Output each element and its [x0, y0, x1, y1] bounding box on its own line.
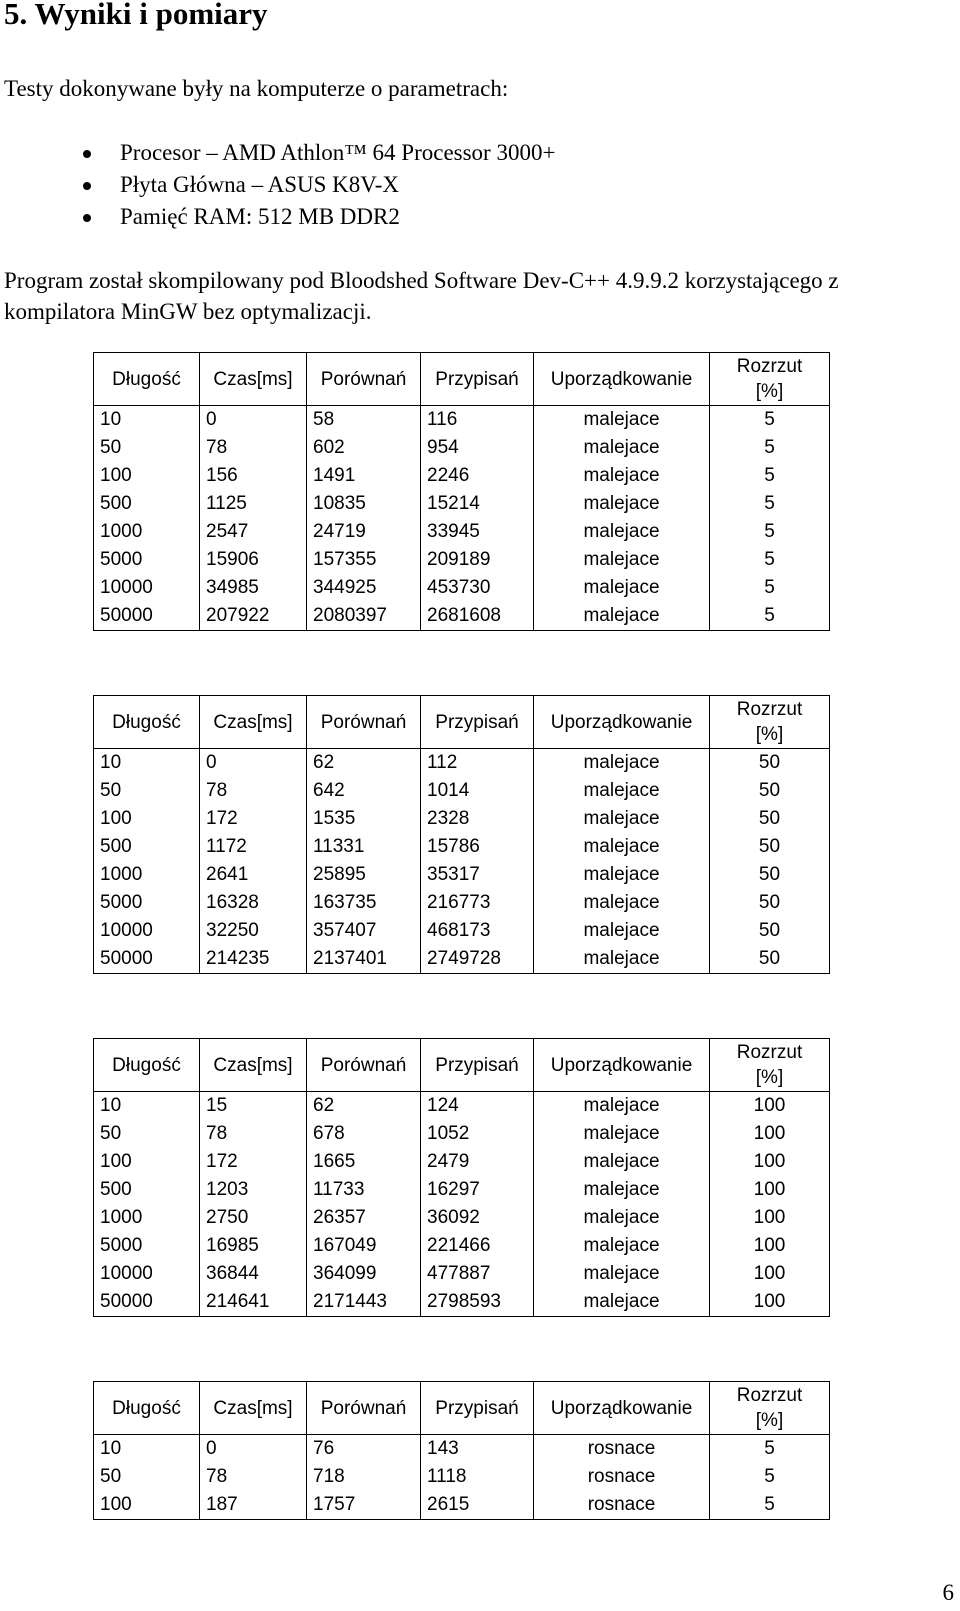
page-heading: 5. Wyniki i pomiary [4, 0, 268, 31]
column-header: Długość [94, 696, 200, 749]
table-row [94, 805, 830, 833]
spread-cell: 5 [710, 574, 830, 602]
order-cell: malejace [534, 518, 710, 546]
assignments-cell: 112 [421, 749, 534, 778]
spread-cell: 50 [710, 917, 830, 945]
time-cell: 1125 [200, 490, 307, 518]
spec-text: Pamięć RAM: 512 MB DDR2 [120, 204, 400, 229]
spread-cell: 5 [710, 490, 830, 518]
order-cell: rosnace [534, 1491, 710, 1520]
time-cell: 1203 [200, 1176, 307, 1204]
spread-cell: 5 [710, 1435, 830, 1464]
column-header: Rozrzut [%] [710, 696, 830, 749]
order-cell: malejace [534, 546, 710, 574]
spread-cell: 5 [710, 602, 830, 631]
time-cell: 78 [200, 434, 307, 462]
spread-cell: 50 [710, 777, 830, 805]
time-cell: 0 [200, 1435, 307, 1464]
assignments-cell: 2681608 [421, 602, 534, 631]
column-header: Przypisań [421, 1382, 534, 1435]
table-header-row [94, 353, 830, 406]
time-cell: 36844 [200, 1260, 307, 1288]
assignments-cell: 1014 [421, 777, 534, 805]
hardware-spec-list [78, 137, 555, 233]
order-cell: malejace [534, 889, 710, 917]
comparisons-cell: 1535 [307, 805, 421, 833]
assignments-cell: 1118 [421, 1463, 534, 1491]
table-row [94, 889, 830, 917]
bullet-icon [83, 182, 91, 190]
length-cell: 500 [94, 1176, 200, 1204]
time-cell: 15 [200, 1092, 307, 1121]
spread-cell: 5 [710, 518, 830, 546]
spread-cell: 100 [710, 1148, 830, 1176]
length-cell: 50000 [94, 602, 200, 631]
time-cell: 172 [200, 1148, 307, 1176]
column-header: Czas[ms] [200, 353, 307, 406]
assignments-cell: 143 [421, 1435, 534, 1464]
comparisons-cell: 2080397 [307, 602, 421, 631]
time-cell: 187 [200, 1491, 307, 1520]
length-cell: 100 [94, 805, 200, 833]
compiler-text: Program został skompilowany pod Bloodshed Software Dev-C++ 4.9.9.2 korzystającego z kompilatora MinGW bez optymalizacji. [4, 268, 839, 324]
order-cell: malejace [534, 945, 710, 974]
table-row [94, 1260, 830, 1288]
length-cell: 10 [94, 406, 200, 435]
comparisons-cell: 76 [307, 1435, 421, 1464]
spread-cell: 50 [710, 833, 830, 861]
time-cell: 16328 [200, 889, 307, 917]
column-header: Długość [94, 353, 200, 406]
assignments-cell: 33945 [421, 518, 534, 546]
column-header: Rozrzut [%] [710, 353, 830, 406]
assignments-cell: 16297 [421, 1176, 534, 1204]
spread-cell: 100 [710, 1092, 830, 1121]
bullet-icon [83, 150, 91, 158]
order-cell: malejace [534, 749, 710, 778]
spread-cell: 5 [710, 546, 830, 574]
table-row [94, 777, 830, 805]
column-header: Długość [94, 1382, 200, 1435]
table-row [94, 518, 830, 546]
time-cell: 0 [200, 749, 307, 778]
column-header: Czas[ms] [200, 696, 307, 749]
table-row [94, 1463, 830, 1491]
spread-cell: 5 [710, 434, 830, 462]
time-cell: 214641 [200, 1288, 307, 1317]
time-cell: 2750 [200, 1204, 307, 1232]
column-header: Czas[ms] [200, 1039, 307, 1092]
assignments-cell: 2798593 [421, 1288, 534, 1317]
table-row [94, 490, 830, 518]
length-cell: 50 [94, 777, 200, 805]
table-row [94, 574, 830, 602]
assignments-cell: 2246 [421, 462, 534, 490]
assignments-cell: 15214 [421, 490, 534, 518]
order-cell: malejace [534, 1232, 710, 1260]
column-header: Porównań [307, 353, 421, 406]
length-cell: 10 [94, 749, 200, 778]
comparisons-cell: 25895 [307, 861, 421, 889]
bullet-icon [83, 214, 91, 222]
spread-cell: 50 [710, 889, 830, 917]
order-cell: malejace [534, 1148, 710, 1176]
length-cell: 100 [94, 1148, 200, 1176]
table-row [94, 602, 830, 631]
spec-item [78, 169, 555, 201]
table-row [94, 1435, 830, 1464]
table-header-row [94, 696, 830, 749]
comparisons-cell: 678 [307, 1120, 421, 1148]
time-cell: 15906 [200, 546, 307, 574]
order-cell: malejace [534, 917, 710, 945]
order-cell: malejace [534, 861, 710, 889]
order-cell: malejace [534, 1092, 710, 1121]
spread-cell: 100 [710, 1120, 830, 1148]
length-cell: 5000 [94, 889, 200, 917]
time-cell: 32250 [200, 917, 307, 945]
time-cell: 78 [200, 1120, 307, 1148]
order-cell: malejace [534, 1204, 710, 1232]
comparisons-cell: 344925 [307, 574, 421, 602]
assignments-cell: 35317 [421, 861, 534, 889]
spread-cell: 5 [710, 1463, 830, 1491]
comparisons-cell: 62 [307, 749, 421, 778]
table-row [94, 1120, 830, 1148]
length-cell: 1000 [94, 861, 200, 889]
results-table-1 [93, 352, 830, 631]
comparisons-cell: 163735 [307, 889, 421, 917]
length-cell: 5000 [94, 1232, 200, 1260]
table-row [94, 833, 830, 861]
time-cell: 78 [200, 777, 307, 805]
time-cell: 214235 [200, 945, 307, 974]
comparisons-cell: 1491 [307, 462, 421, 490]
table-row [94, 546, 830, 574]
table-row [94, 1176, 830, 1204]
time-cell: 34985 [200, 574, 307, 602]
order-cell: malejace [534, 1260, 710, 1288]
length-cell: 100 [94, 462, 200, 490]
comparisons-cell: 718 [307, 1463, 421, 1491]
assignments-cell: 2615 [421, 1491, 534, 1520]
table-row [94, 1204, 830, 1232]
column-header: Uporządkowanie [534, 1382, 710, 1435]
spec-text: Płyta Główna – ASUS K8V-X [120, 172, 400, 197]
comparisons-cell: 24719 [307, 518, 421, 546]
length-cell: 5000 [94, 546, 200, 574]
table-row [94, 1232, 830, 1260]
assignments-cell: 15786 [421, 833, 534, 861]
comparisons-cell: 2137401 [307, 945, 421, 974]
time-cell: 2547 [200, 518, 307, 546]
comparisons-cell: 1757 [307, 1491, 421, 1520]
length-cell: 500 [94, 490, 200, 518]
length-cell: 100 [94, 1491, 200, 1520]
column-header: Uporządkowanie [534, 696, 710, 749]
order-cell: rosnace [534, 1435, 710, 1464]
table-row [94, 1491, 830, 1520]
time-cell: 16985 [200, 1232, 307, 1260]
column-header: Porównań [307, 696, 421, 749]
comparisons-cell: 62 [307, 1092, 421, 1121]
column-header: Porównań [307, 1382, 421, 1435]
spec-item [78, 201, 555, 233]
comparisons-cell: 2171443 [307, 1288, 421, 1317]
spec-text: Procesor – AMD Athlon™ 64 Processor 3000+ [120, 140, 556, 165]
spread-cell: 5 [710, 462, 830, 490]
spread-cell: 100 [710, 1204, 830, 1232]
table-row [94, 1092, 830, 1121]
column-header: Przypisań [421, 353, 534, 406]
length-cell: 50000 [94, 1288, 200, 1317]
length-cell: 10000 [94, 917, 200, 945]
order-cell: malejace [534, 777, 710, 805]
assignments-cell: 2749728 [421, 945, 534, 974]
time-cell: 156 [200, 462, 307, 490]
assignments-cell: 1052 [421, 1120, 534, 1148]
column-header: Przypisań [421, 696, 534, 749]
time-cell: 0 [200, 406, 307, 435]
spec-item [78, 137, 555, 169]
spread-cell: 50 [710, 861, 830, 889]
spread-cell: 50 [710, 749, 830, 778]
results-table-4 [93, 1381, 830, 1520]
order-cell: malejace [534, 602, 710, 631]
comparisons-cell: 11733 [307, 1176, 421, 1204]
column-header: Uporządkowanie [534, 353, 710, 406]
time-cell: 78 [200, 1463, 307, 1491]
assignments-cell: 954 [421, 434, 534, 462]
order-cell: malejace [534, 1288, 710, 1317]
spread-cell: 100 [710, 1288, 830, 1317]
length-cell: 10000 [94, 574, 200, 602]
table-row [94, 434, 830, 462]
order-cell: rosnace [534, 1463, 710, 1491]
comparisons-cell: 58 [307, 406, 421, 435]
order-cell: malejace [534, 490, 710, 518]
length-cell: 50 [94, 434, 200, 462]
length-cell: 50 [94, 1463, 200, 1491]
table-row [94, 1148, 830, 1176]
comparisons-cell: 642 [307, 777, 421, 805]
time-cell: 207922 [200, 602, 307, 631]
comparisons-cell: 157355 [307, 546, 421, 574]
spread-cell: 100 [710, 1232, 830, 1260]
assignments-cell: 2328 [421, 805, 534, 833]
comparisons-cell: 602 [307, 434, 421, 462]
assignments-cell: 477887 [421, 1260, 534, 1288]
order-cell: malejace [534, 1176, 710, 1204]
assignments-cell: 453730 [421, 574, 534, 602]
assignments-cell: 36092 [421, 1204, 534, 1232]
length-cell: 50 [94, 1120, 200, 1148]
length-cell: 10000 [94, 1260, 200, 1288]
comparisons-cell: 10835 [307, 490, 421, 518]
spread-cell: 100 [710, 1260, 830, 1288]
column-header: Przypisań [421, 1039, 534, 1092]
spread-cell: 100 [710, 1176, 830, 1204]
assignments-cell: 216773 [421, 889, 534, 917]
time-cell: 1172 [200, 833, 307, 861]
column-header: Rozrzut [%] [710, 1382, 830, 1435]
table-row [94, 462, 830, 490]
length-cell: 1000 [94, 518, 200, 546]
order-cell: malejace [534, 462, 710, 490]
order-cell: malejace [534, 805, 710, 833]
intro-text: Testy dokonywane były na komputerze o parametrach: [4, 76, 509, 101]
table-header-row [94, 1382, 830, 1435]
table-row [94, 1288, 830, 1317]
length-cell: 10 [94, 1435, 200, 1464]
time-cell: 172 [200, 805, 307, 833]
length-cell: 50000 [94, 945, 200, 974]
column-header: Porównań [307, 1039, 421, 1092]
order-cell: malejace [534, 833, 710, 861]
order-cell: malejace [534, 1120, 710, 1148]
column-header: Czas[ms] [200, 1382, 307, 1435]
comparisons-cell: 26357 [307, 1204, 421, 1232]
results-table-3 [93, 1038, 830, 1317]
comparisons-cell: 167049 [307, 1232, 421, 1260]
comparisons-cell: 357407 [307, 917, 421, 945]
column-header: Długość [94, 1039, 200, 1092]
assignments-cell: 124 [421, 1092, 534, 1121]
column-header: Uporządkowanie [534, 1039, 710, 1092]
column-header: Rozrzut [%] [710, 1039, 830, 1092]
comparisons-cell: 1665 [307, 1148, 421, 1176]
spread-cell: 50 [710, 945, 830, 974]
assignments-cell: 209189 [421, 546, 534, 574]
table-row [94, 945, 830, 974]
assignments-cell: 116 [421, 406, 534, 435]
table-row [94, 861, 830, 889]
table-row [94, 406, 830, 435]
table-row [94, 917, 830, 945]
comparisons-cell: 364099 [307, 1260, 421, 1288]
spread-cell: 5 [710, 406, 830, 435]
assignments-cell: 468173 [421, 917, 534, 945]
spread-cell: 5 [710, 1491, 830, 1520]
page-number: 6 [942, 1580, 954, 1605]
length-cell: 500 [94, 833, 200, 861]
order-cell: malejace [534, 434, 710, 462]
order-cell: malejace [534, 574, 710, 602]
length-cell: 10 [94, 1092, 200, 1121]
table-header-row [94, 1039, 830, 1092]
assignments-cell: 221466 [421, 1232, 534, 1260]
spread-cell: 50 [710, 805, 830, 833]
comparisons-cell: 11331 [307, 833, 421, 861]
time-cell: 2641 [200, 861, 307, 889]
order-cell: malejace [534, 406, 710, 435]
length-cell: 1000 [94, 1204, 200, 1232]
table-row [94, 749, 830, 778]
assignments-cell: 2479 [421, 1148, 534, 1176]
results-table-2 [93, 695, 830, 974]
